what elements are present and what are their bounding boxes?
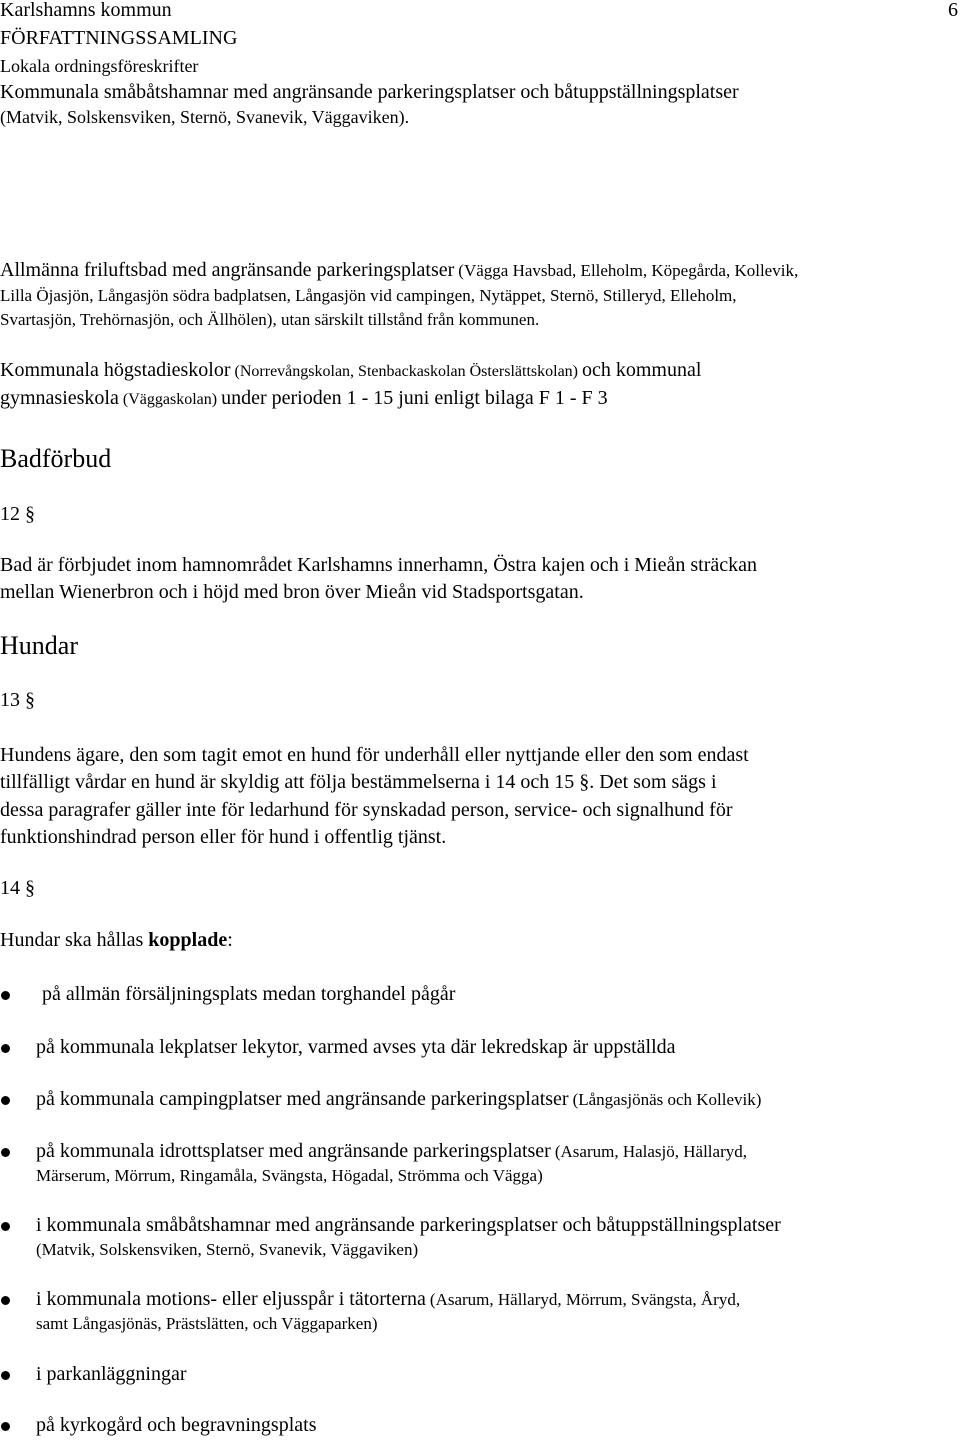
bullet-icon: [1, 1296, 10, 1305]
bullet-icon: [1, 1371, 10, 1380]
bullet-icon: [1, 1222, 10, 1231]
header-line-1: Kommunala småbåtshamnar med angränsande parkeringsplatser och båtuppställningsplatser: [0, 81, 739, 103]
badforbud-text-2: mellan Wienerbron och i höjd med bron över Mieån vid Stadsportsgatan.: [0, 581, 584, 603]
friluftsbad-line-1: [0, 260, 798, 280]
skolor-mid: och kommunal: [582, 359, 702, 381]
list-item-4-places: (Asarum, Halasjö, Hällaryd,: [554, 1142, 747, 1161]
list-item-6: [36, 1289, 740, 1309]
header-collection: FÖRFATTNINGSSAMLING: [0, 27, 238, 49]
list-item-7: i parkanläggningar: [36, 1363, 187, 1385]
paragraph-sign-12: §: [25, 503, 35, 525]
skolor-lead: Kommunala högstadieskolor: [0, 359, 231, 381]
list-item-6-places: (Asarum, Hällaryd, Mörrum, Svängsta, Åryd,: [429, 1290, 741, 1309]
para-14-intro: [0, 930, 233, 950]
paragraph-sign-13: §: [25, 689, 35, 711]
para-13-number: 13: [0, 689, 20, 711]
skolor-gym: gymnasieskola: [0, 387, 119, 409]
friluftsbad-places-3: Svartasjön, Trehörnasjön, och Ällhölen), utan särskilt tillstånd från kommunen.: [0, 310, 540, 329]
skolor-tail: under perioden 1 - 15 juni enligt bilaga F 1 - F 3: [221, 387, 608, 409]
list-item-8: på kyrkogård och begravningsplats: [36, 1414, 317, 1436]
hundar-text-2: tillfälligt vårdar en hund är skyldig att följa bestämmelserna i 14 och 15 §. Det som sägs i: [0, 771, 717, 793]
friluftsbad-places-1: (Vägga Havsbad, Elleholm, Köpegårda, Kollevik,: [458, 261, 799, 280]
para-14-heading: [0, 878, 35, 898]
paragraph-sign-14: §: [25, 877, 35, 899]
bullet-icon: [1, 1096, 10, 1105]
para-13-heading: [0, 690, 35, 710]
friluftsbad-places-2: Lilla Öjasjön, Långasjön södra badplatsen, Långasjön vid campingen, Nytäppet, Sternö, Stilleryd, Elleholm,: [0, 286, 737, 305]
list-item-5-places: (Matvik, Solskensviken, Sternö, Svanevik, Väggaviken): [36, 1240, 419, 1259]
list-item-4-places-2: Märserum, Mörrum, Ringamåla, Svängsta, Högadal, Strömma och Vägga): [36, 1166, 543, 1185]
header-line-2: (Matvik, Solskensviken, Sternö, Svanevik, Väggaviken).: [0, 107, 410, 127]
page-number: 6: [948, 0, 958, 21]
skolor-gym-school: (Väggaskolan): [122, 391, 218, 408]
list-item-3: [36, 1089, 761, 1109]
bullet-icon: [1, 991, 10, 1000]
intro-lead: Hundar ska hållas: [0, 929, 149, 951]
list-item-2: på kommunala lekplatser lekytor, varmed avses yta där lekredskap är uppställda: [36, 1036, 676, 1058]
header-doc-type: Lokala ordningsföreskrifter: [0, 56, 199, 76]
para-14-number: 14: [0, 877, 20, 899]
intro-bold: kopplade: [148, 929, 228, 951]
hundar-heading: Hundar: [0, 631, 78, 660]
para-12-number: 12: [0, 503, 20, 525]
list-item-4-main: på kommunala idrottsplatser med angränsande parkeringsplatser: [36, 1140, 551, 1162]
bullet-icon: [1, 1044, 10, 1053]
bullet-icon: [1, 1422, 10, 1431]
skolor-line-1: [0, 360, 701, 380]
list-item-3-places: (Långasjönäs och Kollevik): [572, 1090, 762, 1109]
friluftsbad-lead: Allmänna friluftsbad med angränsande parkeringsplatser: [0, 259, 455, 281]
para-12-heading: [0, 504, 35, 524]
skolor-schools: (Norrevångskolan, Stenbackaskolan Österslättskolan): [234, 363, 578, 380]
list-item-1: på allmän försäljningsplats medan torghandel pågår: [42, 983, 456, 1005]
intro-tail: :: [227, 929, 233, 951]
badforbud-text-1: Bad är förbjudet inom hamnområdet Karlshamns innerhamn, Östra kajen och i Mieån sträckan: [0, 554, 757, 576]
badforbud-heading: Badförbud: [0, 444, 112, 473]
list-item-4: [36, 1141, 747, 1161]
skolor-line-2: [0, 388, 608, 408]
list-item-6-places-2: samt Långasjönäs, Prästslätten, och Väggaparken): [36, 1314, 378, 1333]
hundar-text-1: Hundens ägare, den som tagit emot en hund för underhåll eller nyttjande eller den som endast: [0, 744, 749, 766]
bullet-icon: [1, 1148, 10, 1157]
hundar-text-3: dessa paragrafer gäller inte för ledarhund för synskadad person, service- och signalhund för: [0, 799, 733, 821]
list-item-3-main: på kommunala campingplatser med angränsande parkeringsplatser: [36, 1088, 569, 1110]
list-item-5: i kommunala småbåtshamnar med angränsande parkeringsplatser och båtuppställningsplatser: [36, 1214, 781, 1236]
hundar-text-4: funktionshindrad person eller för hund i offentlig tjänst.: [0, 826, 447, 848]
header-org: Karlshamns kommun: [0, 0, 172, 21]
list-item-6-main: i kommunala motions- eller eljusspår i tätorterna: [36, 1288, 426, 1310]
